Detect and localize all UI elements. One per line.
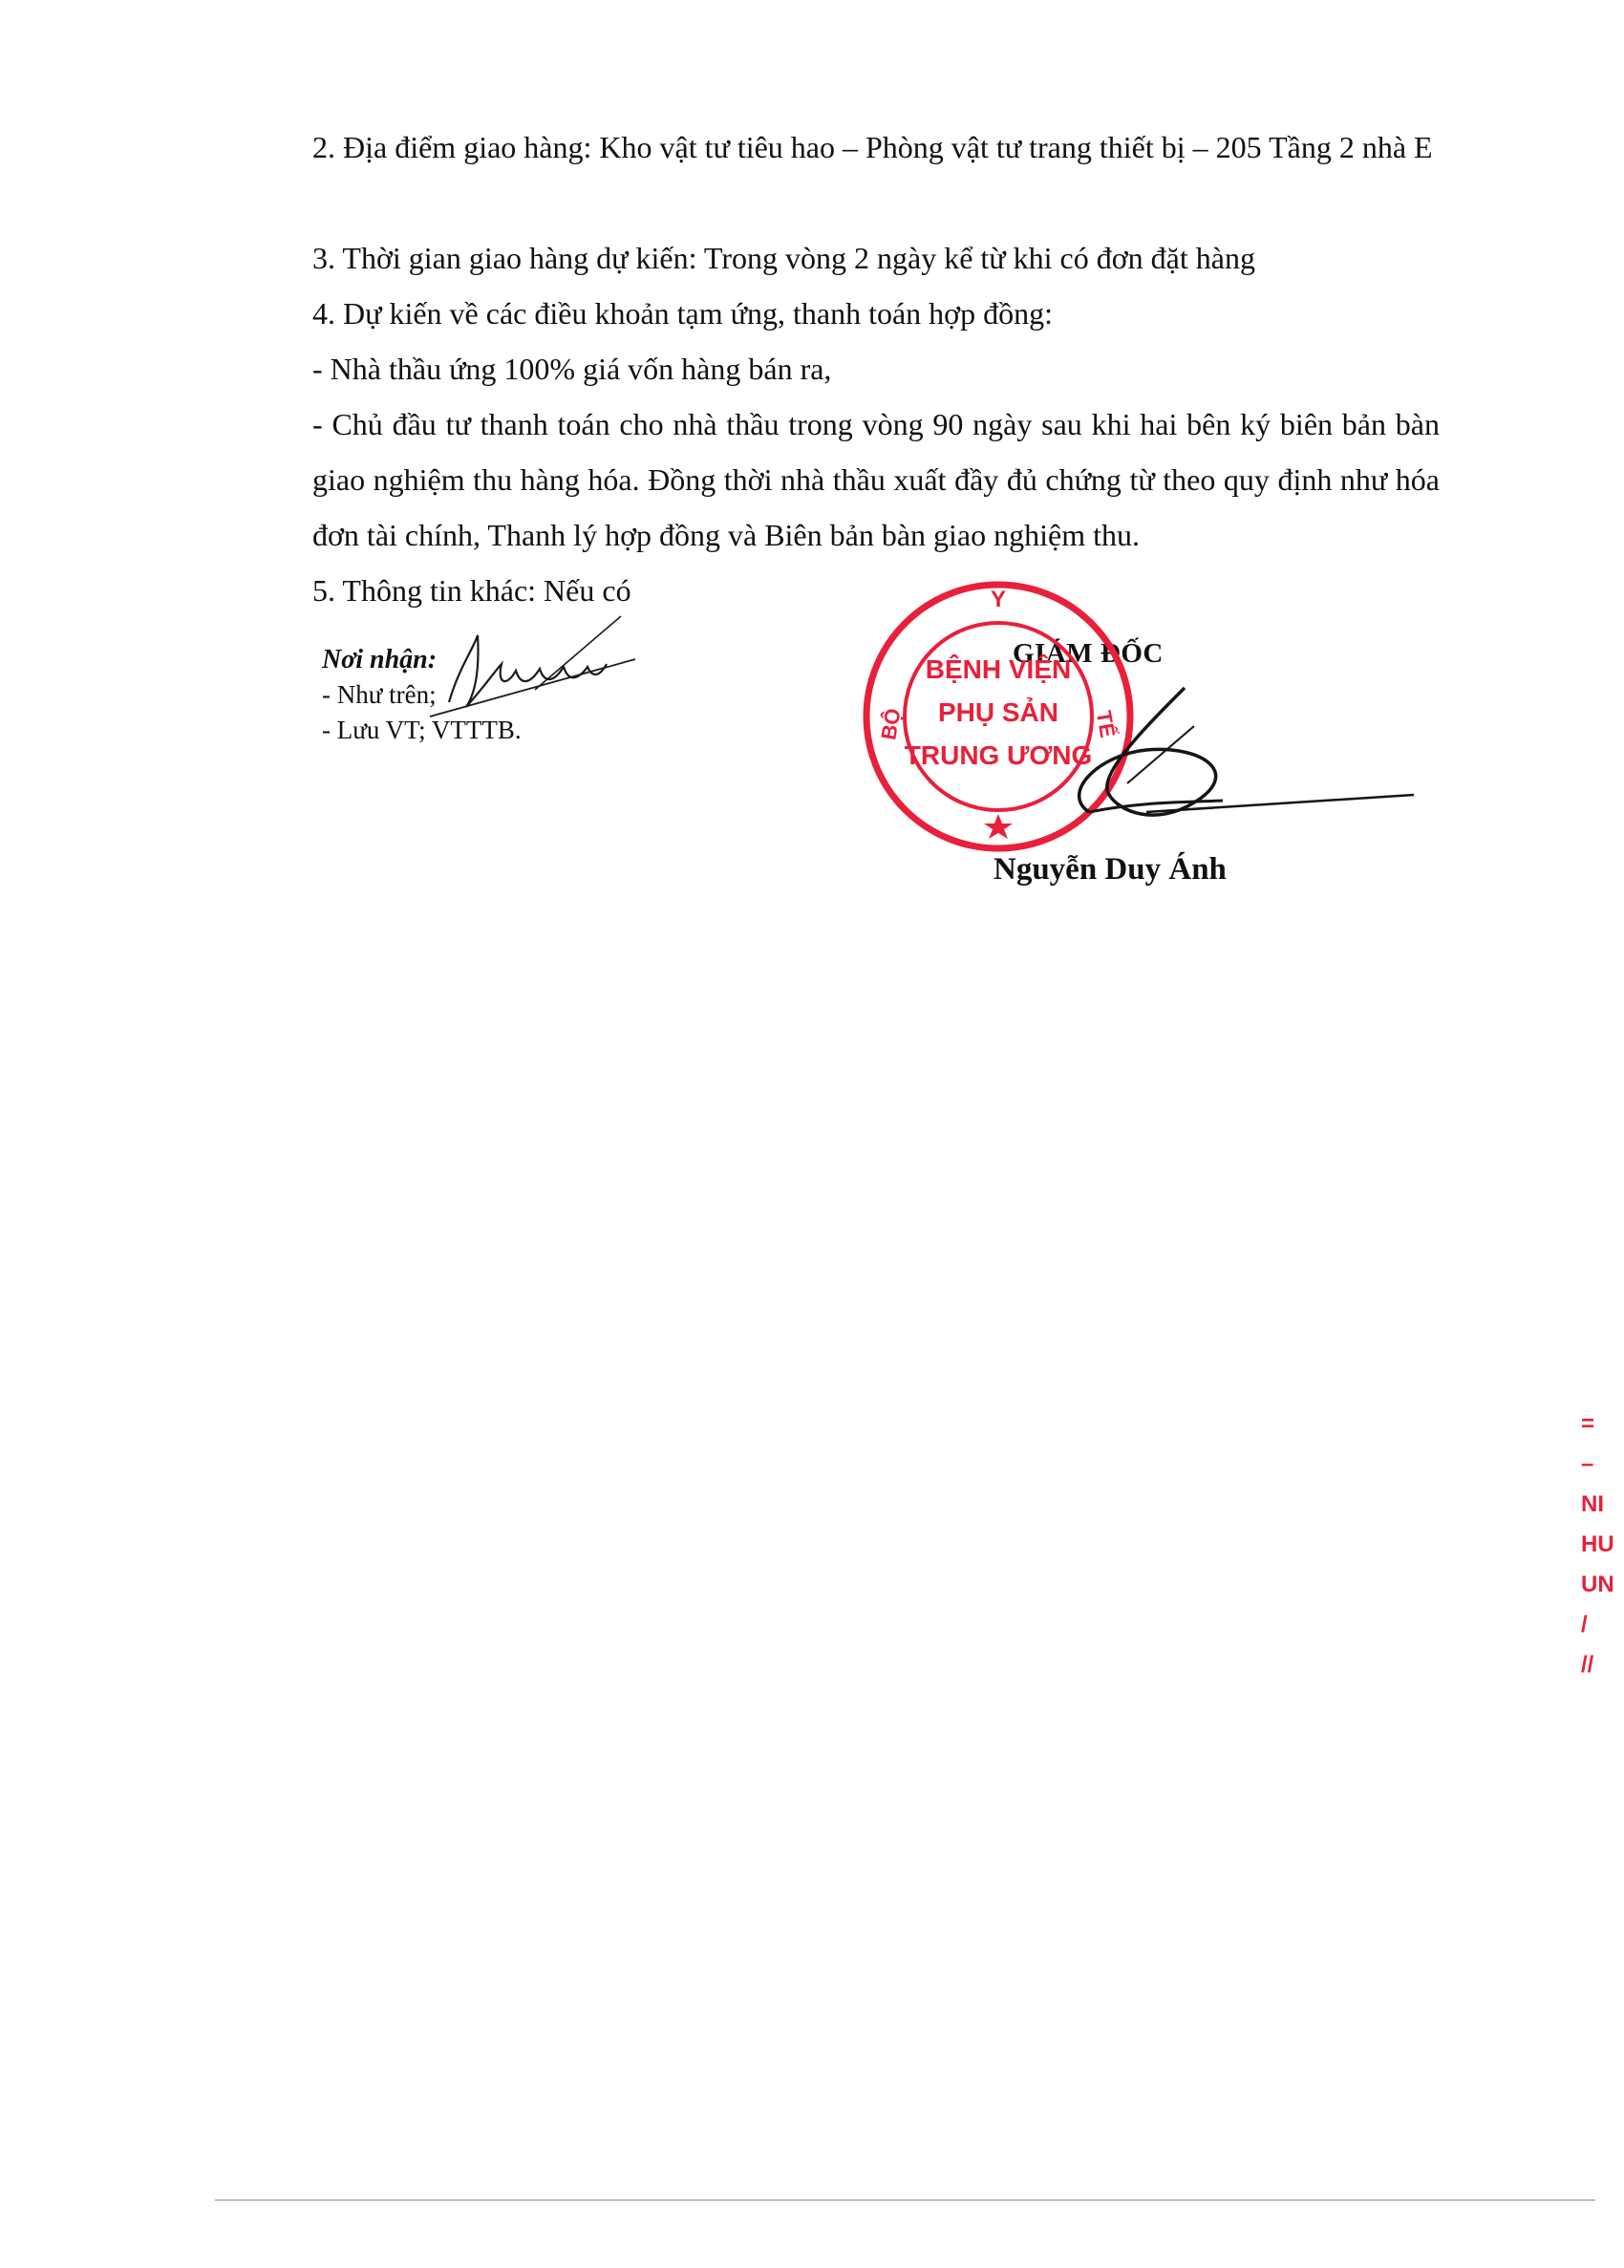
svg-text:BỆNH VIỆN: BỆNH VIỆN — [925, 654, 1072, 684]
edge-stamp-line: / — [1581, 1612, 1588, 1637]
recipients-line: - Lưu VT; VTTTB. — [322, 716, 522, 744]
item-4-payment: - Chủ đầu tư thanh toán cho nhà thầu trong vòng 90 ngày sau khi hai bên ký biên bản bàn giao nghiệm thu hàng hóa. Đồng thời nhà thầu xuất đầy đủ chứng từ theo quy định như hóa đơn tài chính, Thanh lý hợp đồng và Biên bản bàn giao nghiệm thu. — [312, 407, 1440, 552]
signer-name: Nguyễn Duy Ánh — [994, 852, 1227, 887]
edge-stamp-line: NI — [1581, 1491, 1604, 1517]
item-3-delivery-time: 3. Thời gian giao hàng dự kiến: Trong vòng 2 ngày kể từ khi có đơn đặt hàng — [312, 241, 1255, 275]
item-2-delivery-location: 2. Địa điểm giao hàng: Kho vật tư tiêu hao – Phòng vật tư trang thiết bị – 205 Tầng 2 nhà E — [312, 130, 1433, 164]
recipients-line: - Như trên; — [322, 680, 437, 709]
svg-text:TẾ: TẾ — [1091, 708, 1121, 739]
recipients-title: Nơi nhận: — [322, 645, 438, 674]
edge-stamp-line: HU — [1581, 1531, 1614, 1557]
item-4-payment-terms: 4. Dự kiến về các điều khoản tạm ứng, thanh toán hợp đồng: — [312, 296, 1053, 331]
edge-stamp-line: // — [1581, 1652, 1594, 1678]
edge-stamp-line: – — [1581, 1451, 1594, 1477]
svg-text:TRUNG ƯƠNG: TRUNG ƯƠNG — [904, 740, 1093, 770]
svg-text:PHỤ SẢN: PHỤ SẢN — [937, 697, 1059, 727]
edge-stamp-line: = — [1581, 1411, 1595, 1437]
initials-signature — [420, 611, 650, 736]
svg-text:Y: Y — [990, 587, 1007, 612]
edge-stamp-line: UN — [1581, 1572, 1614, 1597]
svg-text:BỘ: BỘ — [876, 706, 906, 742]
signer-position: GIÁM ĐỐC — [1013, 638, 1164, 669]
edge-stamp-fragment — [1581, 1404, 1619, 1691]
item-5-other-info: 5. Thông tin khác: Nếu có — [312, 573, 631, 608]
item-4-advance: - Nhà thầu ứng 100% giá vốn hàng bán ra, — [312, 352, 832, 386]
director-signature — [1032, 669, 1452, 841]
footer-divider — [215, 2199, 1595, 2201]
